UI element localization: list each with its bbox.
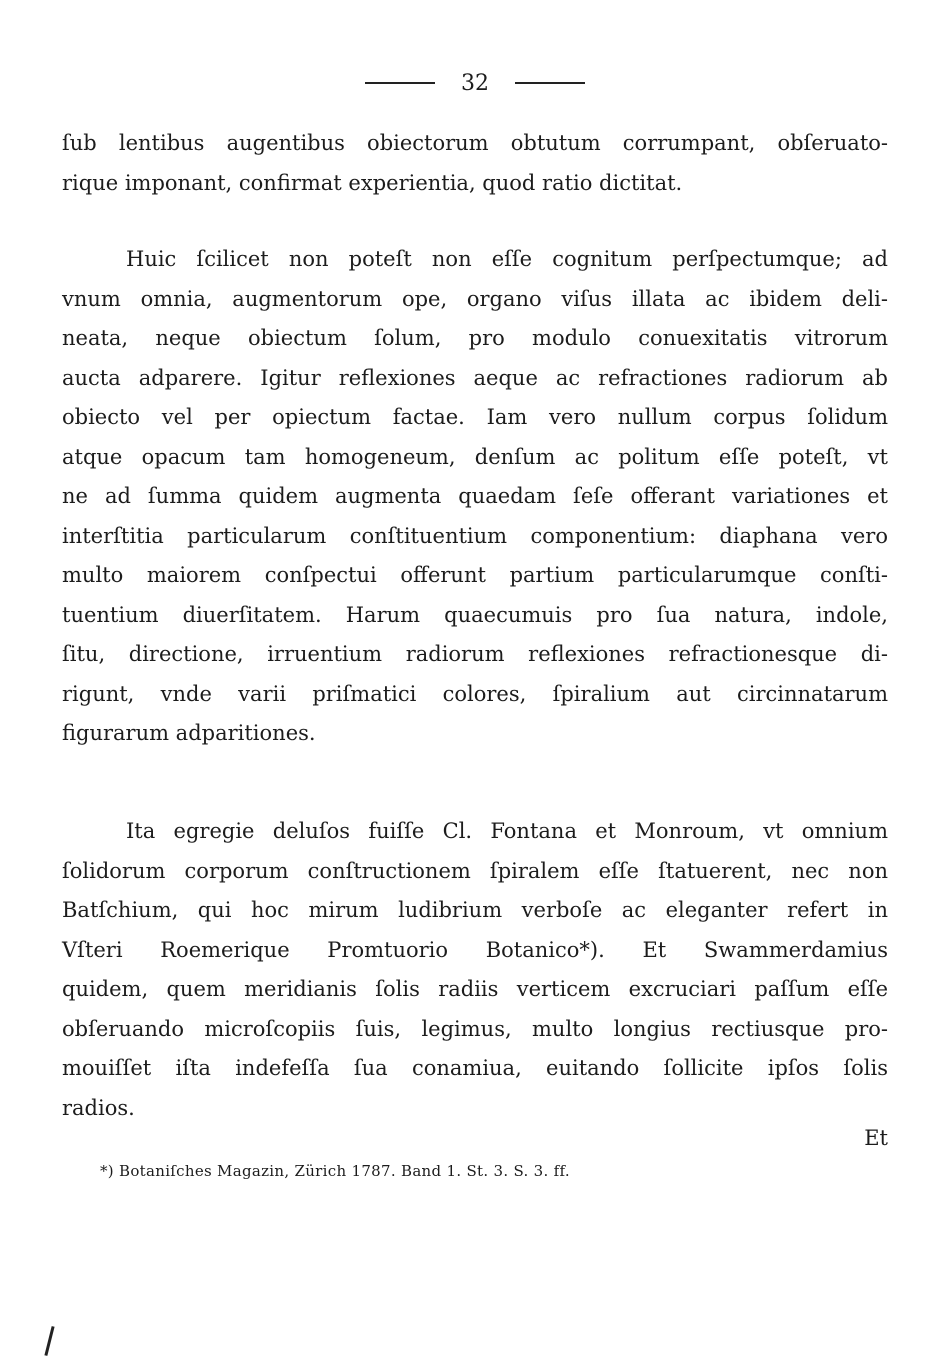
page-header: [0, 70, 950, 96]
margin-pencil-mark: [44, 1326, 54, 1356]
paragraph-line: mouiſſet iſta indefeſſa ſua conamiua, euitando ſollicite ipſos ſolis: [62, 1056, 888, 1080]
paragraph-line: interſtitia particularum conſtituentium componentium: diaphana vero: [62, 523, 888, 548]
paragraph-3: [62, 812, 888, 1128]
paragraph-line: obiecto vel per opiectum factae. Iam vero nullum corpus ſolidum: [62, 405, 888, 429]
paragraph-line: neata, neque obiectum ſolum, pro modulo conuexitatis vitrorum: [62, 326, 888, 350]
paragraph-line: Ita egregie deluſos fuiſſe Cl. Fontana et Monroum, vt omnium: [126, 819, 888, 843]
paragraph-line: ſub lentibus augentibus obiectorum obtutum corrumpant, obſeruato-: [62, 131, 888, 155]
paragraph-2: [62, 240, 888, 754]
paragraph-line: obſeruando microſcopiis ſuis, legimus, multo longius rectiusque pro-: [62, 1016, 888, 1041]
paragraph-line: tuentium diuerſitatem. Harum quaecumuis pro ſua natura, indole,: [62, 602, 888, 627]
paragraph-line: figurarum adparitiones.: [62, 721, 316, 745]
paragraph-line: multo maiorem conſpectui offerunt partium particularumque conſti-: [62, 563, 888, 587]
page-number: 32: [461, 70, 489, 96]
paragraph-line: aucta adparere. Igitur reflexiones aeque ac refractiones radiorum ab: [62, 365, 888, 390]
paragraph-line: radios.: [62, 1095, 135, 1120]
paragraph-line: vnum omnia, augmentorum ope, organo viſus illata ac ibidem deli-: [62, 286, 888, 311]
paragraph-line: rigunt, vnde varii priſmatici colores, ſpiralium aut circinnatarum: [62, 681, 888, 706]
header-rule-right: [515, 82, 585, 84]
paragraph-line: Vſteri Roemerique Promtuorio Botanico*). Et Swammerdamius: [62, 937, 888, 962]
paragraph-line: Batſchium, qui hoc mirum ludibrium verboſe ac eleganter refert in: [62, 898, 888, 922]
header-rule-left: [365, 82, 435, 84]
paragraph-line: ſitu, directione, irruentium radiorum reflexiones refractionesque di-: [62, 642, 888, 666]
paragraph-line: Huic ſcilicet non poteſt non eſſe cognitum perſpectumque; ad: [126, 247, 888, 271]
paragraph-line: ſolidorum corporum conſtructionem ſpiralem eſſe ſtatuerent, nec non: [62, 858, 888, 883]
paragraph-1: [62, 124, 888, 203]
catchword: Et: [864, 1126, 888, 1150]
paragraph-line: quidem, quem meridianis ſolis radiis verticem excruciari paſſum eſſe: [62, 977, 888, 1001]
paragraph-line: rique imponant, confirmat experientia, quod ratio dictitat.: [62, 170, 683, 195]
footnote: *) Botaniſches Magazin, Zürich 1787. Band 1. St. 3. S. 3. ff.: [100, 1162, 570, 1180]
paragraph-line: ne ad ſumma quidem augmenta quaedam ſeſe offerant variationes et: [62, 484, 888, 508]
paragraph-line: atque opacum tam homogeneum, denſum ac politum eſſe poteſt, vt: [62, 444, 888, 469]
